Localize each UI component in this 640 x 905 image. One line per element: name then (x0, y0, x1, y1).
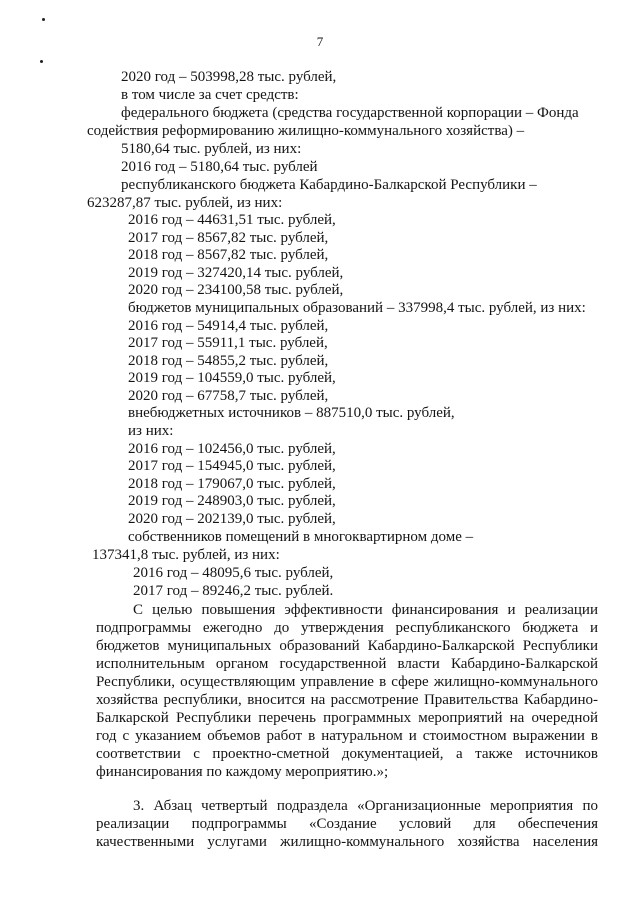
paragraph-line: качественными услугами жилищно-коммунального хозяйства населения (96, 834, 598, 850)
paragraph-line: исполнительным органом государственной власти Кабардино-Балкарской (96, 656, 598, 672)
text-line: 137341,8 тыс. рублей, из них: (92, 547, 280, 563)
paragraph-line: 3. Абзац четвертый подраздела «Организационные мероприятия по (133, 798, 598, 814)
paragraph-line: хозяйства республики, вносится на рассмотрение Правительства Кабардино- (96, 692, 598, 708)
text-line: 5180,64 тыс. рублей, из них: (121, 141, 302, 157)
text-line: собственников помещений в многоквартирном доме – (128, 529, 474, 545)
text-line: 2020 год – 202139,0 тыс. рублей, (128, 511, 336, 527)
paragraph-line: бюджетов муниципальных образований Кабардино-Балкарской Республики (96, 638, 598, 654)
text-line: 2019 год – 104559,0 тыс. рублей, (128, 370, 336, 386)
paragraph-line: год с указанием объемов работ в натуральном и стоимостном выражении в (96, 728, 598, 744)
paragraph-line: Балкарской Республики перечень программных мероприятий на очередной (96, 710, 598, 726)
text-line: 2017 год – 89246,2 тыс. рублей. (133, 583, 334, 599)
page-number: 7 (316, 34, 324, 49)
text-line: 2019 год – 327420,14 тыс. рублей, (128, 265, 344, 281)
text-line: 2017 год – 8567,82 тыс. рублей, (128, 230, 329, 246)
paragraph-line: Республики, осуществляющим управление в сфере жилищно-коммунального (96, 674, 598, 690)
scan-mark (40, 60, 43, 63)
text-line: в том числе за счет средств: (121, 87, 299, 103)
text-line: 2018 год – 8567,82 тыс. рублей, (128, 247, 329, 263)
paragraph-last-line: финансирования по каждому мероприятию.»; (96, 764, 389, 780)
text-line: 2018 год – 54855,2 тыс. рублей, (128, 353, 329, 369)
text-line: 2016 год – 54914,4 тыс. рублей, (128, 318, 329, 334)
text-line: 2020 год – 234100,58 тыс. рублей, (128, 282, 344, 298)
scan-mark (42, 18, 45, 21)
text-line: 2016 год – 5180,64 тыс. рублей (121, 159, 318, 175)
text-line: 2016 год – 102456,0 тыс. рублей, (128, 441, 336, 457)
text-line: 2017 год – 55911,1 тыс. рублей, (128, 335, 328, 351)
text-line: 2019 год – 248903,0 тыс. рублей, (128, 493, 336, 509)
text-line: содействия реформированию жилищно-коммунального хозяйства) – (87, 123, 525, 139)
text-line: федерального бюджета (средства государственной корпорации – Фонда (121, 105, 579, 121)
text-line: бюджетов муниципальных образований – 337998,4 тыс. рублей, из них: (128, 300, 586, 316)
text-line: 2020 год – 503998,28 тыс. рублей, (121, 69, 337, 85)
paragraph-line: С целью повышения эффективности финансирования и реализации (133, 602, 598, 618)
paragraph-line: соответствии с проектно-сметной документацией, а также источников (96, 746, 598, 762)
text-line: 623287,87 тыс. рублей, из них: (87, 195, 283, 211)
text-line: 2020 год – 67758,7 тыс. рублей, (128, 388, 329, 404)
text-line: 2017 год – 154945,0 тыс. рублей, (128, 458, 336, 474)
text-line: внебюджетных источников – 887510,0 тыс. рублей, (128, 405, 455, 421)
text-line: 2018 год – 179067,0 тыс. рублей, (128, 476, 336, 492)
paragraph-line: реализации подпрограммы «Создание условий для обеспечения (96, 816, 598, 832)
paragraph-line: подпрограммы ежегодно до утверждения республиканского бюджета и (96, 620, 598, 636)
text-line: 2016 год – 48095,6 тыс. рублей, (133, 565, 334, 581)
text-line: из них: (128, 423, 174, 439)
text-line: республиканского бюджета Кабардино-Балкарской Республики – (121, 177, 537, 193)
text-line: 2016 год – 44631,51 тыс. рублей, (128, 212, 336, 228)
